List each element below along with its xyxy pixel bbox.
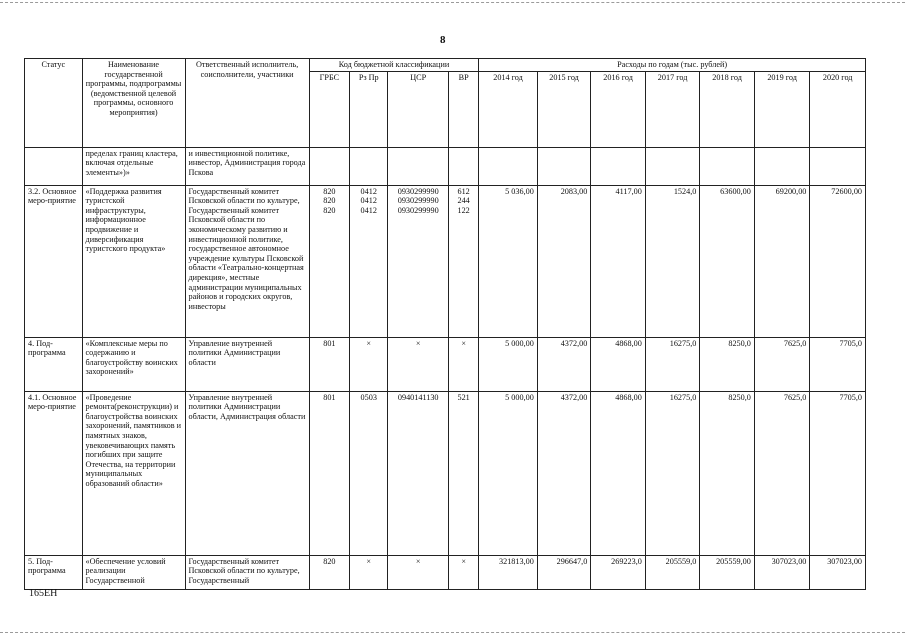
cell-vr	[448, 147, 478, 185]
budget-table	[24, 58, 866, 590]
cell-name: «Комплексные меры по содержанию и благоустройству воинских захоронений»	[82, 337, 185, 391]
cell-value: 63600,00	[700, 185, 755, 337]
cell-status: 4.1. Основное меро-приятие	[25, 391, 83, 555]
cell-status	[25, 147, 83, 185]
cell-value: 2083,00	[537, 185, 591, 337]
header-expenses: Расходы по годам (тыс. рублей)	[479, 59, 866, 72]
cell-csr: ×	[388, 555, 449, 589]
cell-value: 296647,0	[537, 555, 591, 589]
cell-value: 7705,0	[810, 391, 866, 555]
cell-grbs: 820 820 820	[309, 185, 349, 337]
cell-value	[479, 147, 538, 185]
cell-value	[810, 147, 866, 185]
header-status: Статус	[25, 59, 83, 148]
table-row	[25, 185, 866, 337]
scan-top-edge	[0, 2, 905, 3]
cell-grbs: 801	[309, 337, 349, 391]
cell-grbs: 801	[309, 391, 349, 555]
footer-code: 165ЕН	[29, 588, 58, 599]
cell-value: 205559,00	[700, 555, 755, 589]
cell-value: 5 000,00	[479, 391, 538, 555]
cell-value: 1524,0	[645, 185, 700, 337]
table-row	[25, 391, 866, 555]
header-grbs: ГРБС	[309, 71, 349, 147]
cell-rzpr: ×	[350, 337, 388, 391]
cell-grbs: 820	[309, 555, 349, 589]
header-year: 2016 год	[591, 71, 646, 147]
cell-status: 3.2. Основное меро-приятие	[25, 185, 83, 337]
header-year: 2018 год	[700, 71, 755, 147]
cell-value: 7625,0	[754, 337, 810, 391]
cell-vr: 612 244 122	[448, 185, 478, 337]
cell-rzpr: 0503	[350, 391, 388, 555]
cell-csr	[388, 147, 449, 185]
cell-value: 307023,00	[810, 555, 866, 589]
header-year: 2015 год	[537, 71, 591, 147]
cell-vr: 521	[448, 391, 478, 555]
header-budget-code: Код бюджетной классификации	[309, 59, 479, 72]
header-vr: ВР	[448, 71, 478, 147]
cell-rzpr: 0412 0412 0412	[350, 185, 388, 337]
cell-value: 205559,0	[645, 555, 700, 589]
cell-grbs	[309, 147, 349, 185]
cell-name: «Поддержка развития туристской инфраструктуры, информационное продвижение и диверсификация туристского продукта»	[82, 185, 185, 337]
cell-value: 4372,00	[537, 391, 591, 555]
cell-executor: Управление внутренней политики Администрации области, Администрация области	[185, 391, 309, 555]
cell-value: 16275,0	[645, 391, 700, 555]
cell-csr: 0930299990 0930299990 0930299990	[388, 185, 449, 337]
cell-executor: Государственный комитет Псковской области по культуре, Государственный	[185, 555, 309, 589]
header-csr: ЦСР	[388, 71, 449, 147]
header-rzpr: Рз Пр	[350, 71, 388, 147]
header-year: 2014 год	[479, 71, 538, 147]
scan-bottom-edge	[0, 632, 905, 633]
header-executor: Ответственный исполнитель, соисполнители, участники	[185, 59, 309, 148]
cell-status: 5. Под-программа	[25, 555, 83, 589]
cell-value	[591, 147, 646, 185]
cell-value: 5 036,00	[479, 185, 538, 337]
cell-value	[754, 147, 810, 185]
cell-value: 4868,00	[591, 391, 646, 555]
cell-value: 269223,0	[591, 555, 646, 589]
cell-value: 321813,00	[479, 555, 538, 589]
page-number: 8	[440, 34, 446, 46]
cell-executor: Управление внутренней политики Администрации области	[185, 337, 309, 391]
cell-csr: ×	[388, 337, 449, 391]
header-year: 2019 год	[754, 71, 810, 147]
header-year: 2020 год	[810, 71, 866, 147]
cell-value	[537, 147, 591, 185]
cell-name: «Обеспечение условий реализации Государственной	[82, 555, 185, 589]
header-name: Наименование государственной программы, подпрограммы (ведомственной целевой программы, основного мероприятия)	[82, 59, 185, 148]
cell-name: «Проведение ремонта(реконструкции) и благоустройства воинских захоронений, памятников и памятных знаков, увековечивающих память погибших при защите Отечества, на территории муниципальных образований области»	[82, 391, 185, 555]
cell-value: 4117,00	[591, 185, 646, 337]
cell-status: 4. Под-программа	[25, 337, 83, 391]
table-row	[25, 555, 866, 589]
cell-value: 8250,0	[700, 391, 755, 555]
cell-executor: и инвестиционной политике, инвестор, Администрация города Пскова	[185, 147, 309, 185]
cell-value: 4372,00	[537, 337, 591, 391]
cell-value: 5 000,00	[479, 337, 538, 391]
cell-value: 7705,0	[810, 337, 866, 391]
cell-rzpr	[350, 147, 388, 185]
cell-value: 72600,00	[810, 185, 866, 337]
table-row	[25, 337, 866, 391]
cell-value	[645, 147, 700, 185]
cell-value: 7625,0	[754, 391, 810, 555]
cell-value: 307023,00	[754, 555, 810, 589]
cell-value: 69200,00	[754, 185, 810, 337]
cell-value: 4868,00	[591, 337, 646, 391]
cell-value: 16275,0	[645, 337, 700, 391]
cell-vr: ×	[448, 555, 478, 589]
header-year: 2017 год	[645, 71, 700, 147]
cell-executor: Государственный комитет Псковской области по культуре, Государственный комитет Псковской области по экономическому развитию и инвестиционной политике, государственное автономное учреждение культуры Псковской области «Театрально-концертная дирекция», местные администрации муниципальных районов и городских округов, инвесторы	[185, 185, 309, 337]
table-row	[25, 147, 866, 185]
cell-value: 8250,0	[700, 337, 755, 391]
cell-name: пределах границ кластера, включая отдельные элементы»)»	[82, 147, 185, 185]
cell-csr: 0940141130	[388, 391, 449, 555]
cell-vr: ×	[448, 337, 478, 391]
cell-value	[700, 147, 755, 185]
cell-rzpr: ×	[350, 555, 388, 589]
